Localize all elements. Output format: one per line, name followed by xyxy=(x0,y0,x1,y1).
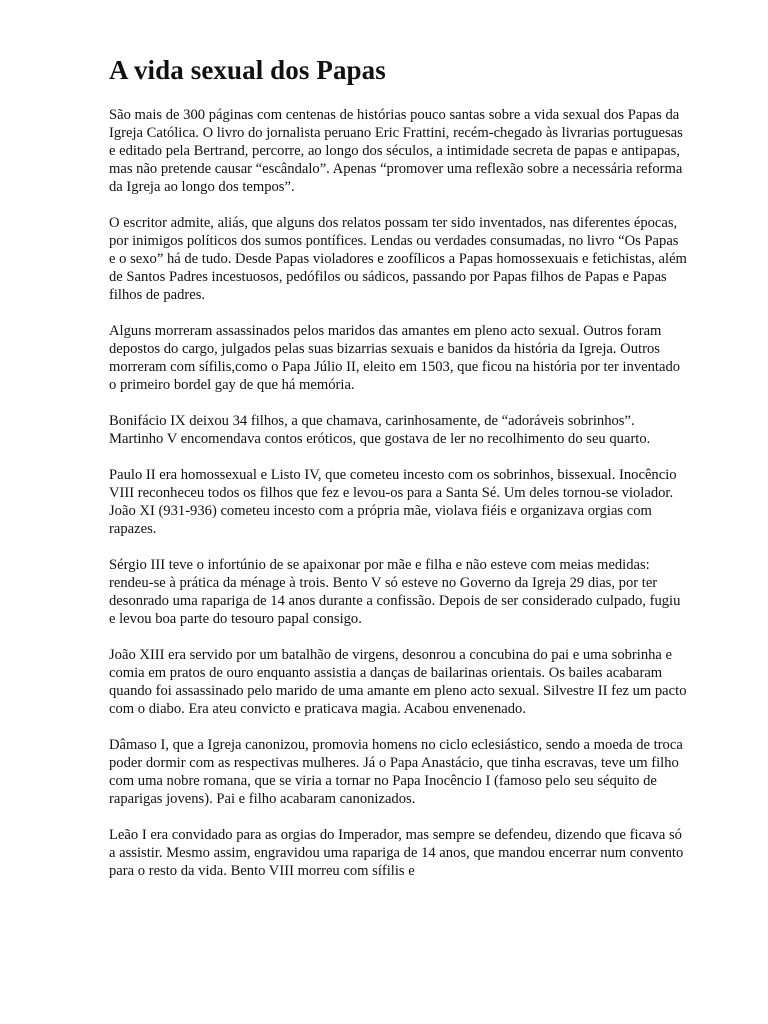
paragraph-8: Dâmaso I, que a Igreja canonizou, promovia homens no ciclo eclesiástico, sendo a moeda de troca poder dormir com as respectivas mulheres. Já o Papa Anastácio, que tinha escravas, teve um filho com uma nobre romana, que se viria a tornar no Papa Inocêncio I (famoso pelo seu séquito de raparigas jovens). Pai e filho acabaram canonizados. xyxy=(109,737,683,807)
document-title: A vida sexual dos Papas xyxy=(109,55,386,85)
paragraph-7: João XIII era servido por um batalhão de virgens, desonrou a concubina do pai e uma sobrinha e comia em pratos de ouro enquanto assistia a danças de bailarinas orientais. Os bailes acabaram quando foi assassinado pelo marido de uma amante em pleno acto sexual. Silvestre II fez um pacto com o diabo. Era ateu convicto e praticava magia. Acabou envenenado. xyxy=(109,647,687,717)
paragraph-6: Sérgio III teve o infortúnio de se apaixonar por mãe e filha e não esteve com meias medidas: rendeu-se à prática da ménage à trois. Bento V só esteve no Governo da Igreja 29 dias, por ter desonrado uma rapariga de 14 anos durante a confissão. Depois de ser considerado culpado, fugiu e levou boa parte do tesouro papal consigo. xyxy=(109,557,681,627)
document-body xyxy=(109,106,688,880)
paragraph-2: O escritor admite, aliás, que alguns dos relatos possam ter sido inventados, nas diferentes épocas, por inimigos políticos dos sumos pontífices. Lendas ou verdades consumadas, no livro “Os Papas e o sexo” há de tudo. Desde Papas violadores e zoofílicos a Papas homossexuais e fetichistas, além de Santos Padres incestuosos, pedófilos ou sádicos, passando por Papas filhos de Papas e Papas filhos de padres. xyxy=(109,215,687,303)
paragraph-5: Paulo II era homossexual e Listo IV, que cometeu incesto com os sobrinhos, bissexual. Inocêncio VIII reconheceu todos os filhos que fez e levou-os para a Santa Sé. Um deles tornou-se violador. João XI (931-936) cometeu incesto com a própria mãe, violava fiéis e organizava orgias com rapazes. xyxy=(109,467,677,537)
paragraph-3: Alguns morreram assassinados pelos maridos das amantes em pleno acto sexual. Outros foram depostos do cargo, julgados pelas suas bizarrias sexuais e banidos da história da Igreja. Outros morreram com sífilis,como o Papa Júlio II, eleito em 1503, que ficou na história por ter inventado o primeiro bordel gay de que há memória. xyxy=(109,323,681,393)
paragraph-9: Leão I era convidado para as orgias do Imperador, mas sempre se defendeu, dizendo que ficava só a assistir. Mesmo assim, engravidou uma rapariga de 14 anos, que mandou encerrar num convento para o resto da vida. Bento VIII morreu com sífilis e xyxy=(109,827,684,879)
paragraph-1: São mais de 300 páginas com centenas de histórias pouco santas sobre a vida sexual dos Papas da Igreja Católica. O livro do jornalista peruano Eric Frattini, recém-chegado às livrarias portuguesas e editado pela Bertrand, percorre, ao longo dos séculos, a intimidade secreta de papas e antipapas, mas não pretende causar “escândalo”. Apenas “promover uma reflexão sobre a necessária reforma da Igreja ao longo dos tempos”. xyxy=(109,107,683,195)
paragraph-4: Bonifácio IX deixou 34 filhos, a que chamava, carinhosamente, de “adoráveis sobrinhos”. Martinho V encomendava contos eróticos, que gostava de ler no recolhimento do seu quarto. xyxy=(109,413,651,447)
